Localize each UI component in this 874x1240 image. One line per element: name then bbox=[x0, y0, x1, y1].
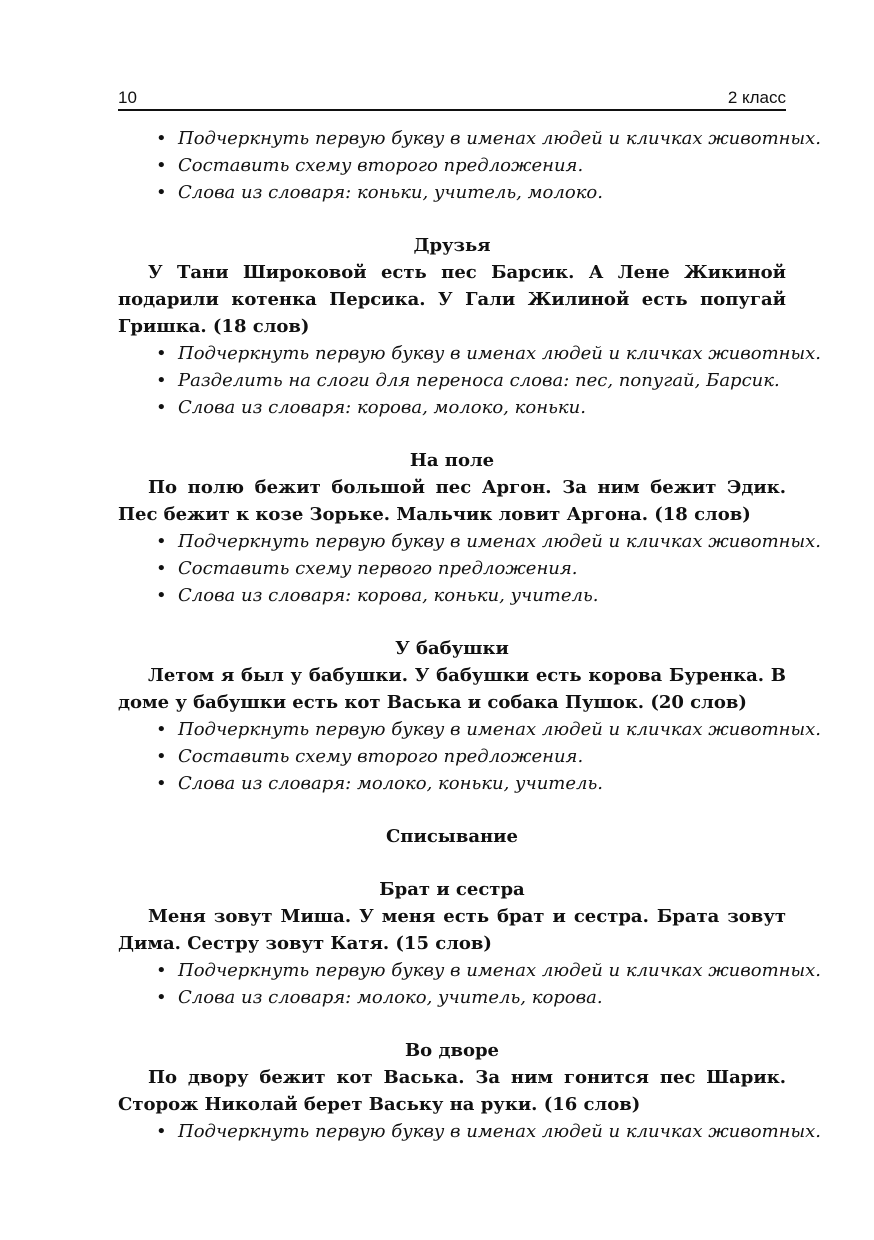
block-title: Во дворе bbox=[404, 1040, 500, 1061]
block-title: У бабушки bbox=[395, 638, 509, 659]
task-item: • Разделить на слоги для переноса слова: пес, попугай, Барсик. bbox=[118, 367, 786, 394]
task-item: • Составить схему второго предложения. bbox=[118, 152, 786, 179]
task-item: • Подчеркнуть первую букву в именах людей и кличках животных. bbox=[118, 528, 786, 555]
task-list bbox=[118, 528, 822, 609]
page-header bbox=[118, 84, 786, 111]
dictation-block-druzya bbox=[118, 232, 822, 421]
grade-label: 2 класс bbox=[727, 88, 786, 107]
task-item: • Слова из словаря: коньки, учитель, молоко. bbox=[118, 179, 786, 206]
task-list bbox=[118, 716, 822, 797]
task-item: • Составить схему первого предложения. bbox=[118, 555, 786, 582]
task-list bbox=[118, 340, 822, 421]
block-text: Меня зовут Миша. У меня есть брат и сестра. Брата зовут Дима. Сестру зовут Катя. (15 слов) bbox=[118, 906, 786, 954]
task-item: • Подчеркнуть первую букву в именах людей и кличках животных. bbox=[118, 125, 786, 152]
intro-task-list bbox=[118, 125, 822, 206]
block-text: По полю бежит большой пес Аргон. За ним бежит Эдик. Пес бежит к козе Зорьке. Мальчик ловит Аргона. (18 слов) bbox=[118, 477, 786, 525]
page-number: 10 bbox=[118, 88, 137, 107]
block-title: На поле bbox=[409, 450, 495, 471]
task-item: • Слова из словаря: корова, коньки, учитель. bbox=[118, 582, 786, 609]
task-item: • Слова из словаря: молоко, учитель, корова. bbox=[118, 984, 786, 1011]
page-content bbox=[118, 125, 822, 1145]
copy-block-vo-dvore bbox=[118, 1037, 822, 1145]
task-item: • Слова из словаря: корова, молоко, коньки. bbox=[118, 394, 786, 421]
task-item: • Подчеркнуть первую букву в именах людей и кличках животных. bbox=[118, 716, 786, 743]
block-text: У Тани Широковой есть пес Барсик. А Лене Жикиной подарили котенка Персика. У Гали Жилиной есть попугай Гришка. (18 слов) bbox=[118, 262, 786, 337]
copy-block-brat-i-sestra bbox=[118, 876, 822, 1011]
page bbox=[118, 84, 822, 1145]
task-item: • Слова из словаря: молоко, коньки, учитель. bbox=[118, 770, 786, 797]
task-list bbox=[118, 957, 822, 1011]
task-item: • Составить схему второго предложения. bbox=[118, 743, 786, 770]
block-text: По двору бежит кот Васька. За ним гонится пес Шарик. Сторож Николай берет Ваську на руки. (16 слов) bbox=[118, 1067, 786, 1115]
block-title: Брат и сестра bbox=[379, 879, 525, 900]
dictation-block-u-babushki bbox=[118, 635, 822, 797]
block-text: Летом я был у бабушки. У бабушки есть корова Буренка. В доме у бабушки есть кот Васька и собака Пушок. (20 слов) bbox=[118, 665, 786, 713]
task-list bbox=[118, 1118, 822, 1145]
section-title: Списывание bbox=[385, 826, 518, 847]
block-title: Друзья bbox=[413, 235, 491, 256]
task-item: • Подчеркнуть первую букву в именах людей и кличках животных. bbox=[118, 340, 786, 367]
dictation-block-na-pole bbox=[118, 447, 822, 609]
task-item: • Подчеркнуть первую букву в именах людей и кличках животных. bbox=[118, 1118, 786, 1145]
task-item: • Подчеркнуть первую букву в именах людей и кличках животных. bbox=[118, 957, 786, 984]
